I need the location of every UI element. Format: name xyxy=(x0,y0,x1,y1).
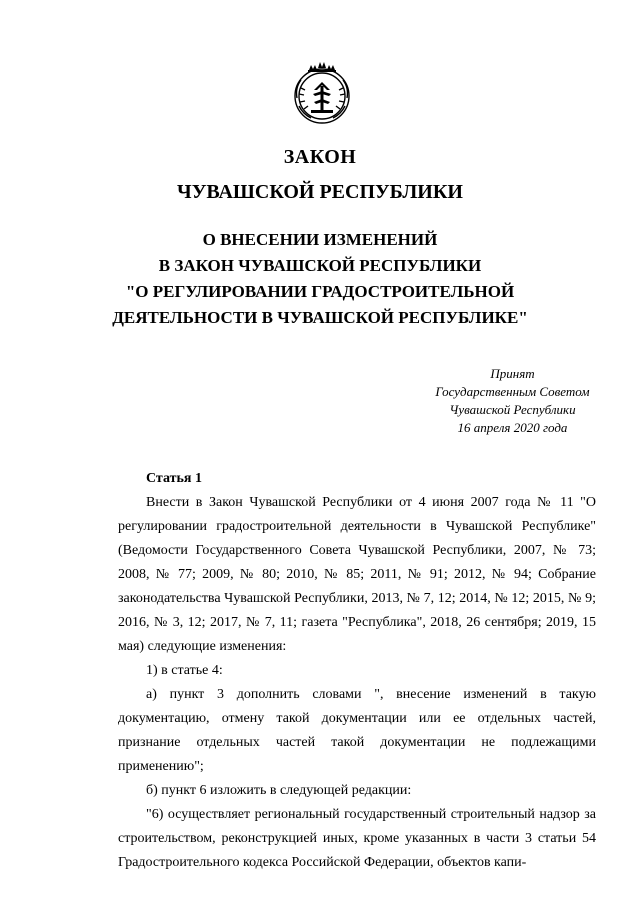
body-paragraph: а) пункт 3 дополнить словами ", внесение изменений в такую документацию, отмену такой документации или ее отдельных частей, признание отдельных частей такой документации не подлежащими применению"; xyxy=(118,687,596,774)
article-title: Статья 1 xyxy=(146,471,202,486)
adoption-note xyxy=(405,365,620,437)
adoption-date: 16 апреля 2020 года xyxy=(457,420,568,435)
adoption-line: Чувашской Республики xyxy=(449,402,576,417)
adoption-line: Принят xyxy=(490,366,535,381)
body-paragraph: б) пункт 6 изложить в следующей редакции: xyxy=(146,783,412,798)
subtitle-line: О ВНЕСЕНИИ ИЗМЕНЕНИЙ xyxy=(202,230,438,249)
adoption-line: Государственным Советом xyxy=(435,384,590,399)
subtitle-line: ДЕЯТЕЛЬНОСТИ В ЧУВАШСКОЙ РЕСПУБЛИКЕ" xyxy=(112,308,528,327)
body-paragraph: "6) осуществляет региональный государственный строительный надзор за строительством, реконструкцией иных, кроме указанных в части 3 статьи 54 Градостроительного кодекса Российской Федерации, объектов капи- xyxy=(118,807,596,870)
law-body xyxy=(118,467,596,875)
law-title: ЗАКОН xyxy=(283,146,357,168)
coat-of-arms-emblem xyxy=(287,58,357,128)
law-subtitle xyxy=(0,227,640,331)
body-paragraph: 1) в статье 4: xyxy=(146,663,223,678)
subtitle-line: "О РЕГУЛИРОВАНИИ ГРАДОСТРОИТЕЛЬНОЙ xyxy=(125,282,515,301)
subtitle-line: В ЗАКОН ЧУВАШСКОЙ РЕСПУБЛИКИ xyxy=(158,256,482,275)
body-paragraph: Внести в Закон Чувашской Республики от 4 июня 2007 года № 11 "О регулировании градостроительной деятельности в Чувашской Республике" (Ведомости Государственного Совета Чувашской Республики, 2007, № 73; 2008, № 77; 2009, № 80; 2010, № 85; 2011, № 91; 2012, № 94; Собрание законодательства Чувашской Республики, 2013, № 7, 12; 2014, № 12; 2015, № 9; 2016, № 3, 12; 2017, № 7, 11; газета "Республика", 2018, 26 сентября; 2019, 15 мая) следующие изменения: xyxy=(118,495,596,654)
republic-title: ЧУВАШСКОЙ РЕСПУБЛИКИ xyxy=(177,181,463,203)
